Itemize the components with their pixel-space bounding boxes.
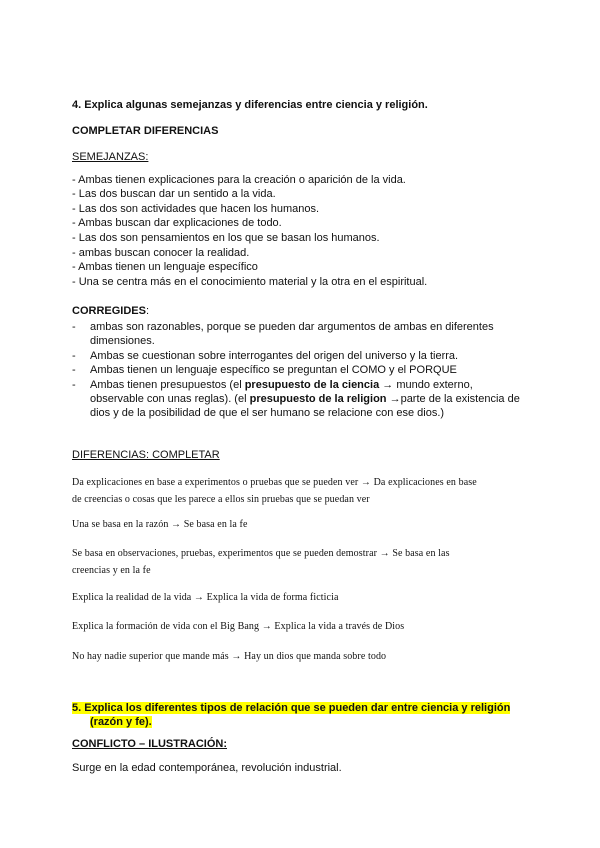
diferencia-item: Explica la realidad de la vida → Explica la vida de forma ficticia (72, 592, 339, 603)
list-dash: - (72, 379, 76, 391)
presupuesto-ciencia-desc: → mundo externo, (379, 379, 473, 391)
diferencia-item-continuation: de creencias o cosas que les parece a ellos sin pruebas que se puedan ver (72, 494, 370, 505)
diferencia-item: Se basa en observaciones, pruebas, experimentos que se pueden demostrar → Se basa en las (72, 548, 450, 559)
semejanza-item: - Las dos buscan dar un sentido a la vida. (72, 188, 276, 200)
semejanzas-heading: SEMEJANZAS: (72, 151, 149, 163)
corregide-continuation (90, 392, 520, 406)
question-5-title-line2: (razón y fe). (90, 716, 152, 728)
diferencia-item: No hay nadie superior que mande más → Hay un dios que manda sobre todo (72, 651, 387, 662)
corregide-text: Ambas se cuestionan sobre interrogantes del origen del universo y la tierra. (90, 350, 459, 362)
corregide-text: Ambas tienen un lenguaje específico se preguntan el COMO y el PORQUE (90, 364, 457, 376)
semejanza-item: - Las dos son actividades que hacen los humanos. (72, 203, 320, 215)
semejanza-item: - Las dos son pensamientos en los que se basan los humanos. (72, 232, 380, 244)
diferencias-heading: DIFERENCIAS: COMPLETAR (72, 449, 220, 461)
corregides-colon: : (145, 305, 150, 317)
corregide-item (72, 363, 457, 377)
presupuesto-ciencia: presupuesto de la ciencia (244, 379, 380, 391)
semejanza-item: - Una se centra más en el conocimiento material y la otra en el espiritual. (72, 276, 428, 288)
completar-diferencias-heading: COMPLETAR DIFERENCIAS (72, 125, 219, 137)
presupuesto-religion-desc: →parte de la existencia de (386, 393, 520, 405)
presupuesto-observable: observable con unas reglas). (el (90, 393, 250, 405)
corregide-item (72, 320, 494, 334)
list-dash: - (72, 350, 76, 362)
semejanza-item: - Ambas tienen explicaciones para la creación o aparición de la vida. (72, 174, 406, 186)
question-4-title: 4. Explica algunas semejanzas y diferencias entre ciencia y religión. (72, 99, 428, 111)
semejanza-item: - ambas buscan conocer la realidad. (72, 247, 250, 259)
diferencia-item-continuation: creencias y en la fe (72, 565, 151, 576)
list-dash: - (72, 364, 76, 376)
diferencia-item: Explica la formación de vida con el Big Bang → Explica la vida a través de Dios (72, 621, 405, 632)
question-5-title-line1: 5. Explica los diferentes tipos de relación que se pueden dar entre ciencia y religión (72, 702, 511, 714)
list-dash: - (72, 321, 76, 333)
semejanza-item: - Ambas tienen un lenguaje específico (72, 261, 258, 273)
corregide-item (72, 349, 458, 363)
corregides-label: CORREGIDES (72, 305, 146, 317)
semejanza-item: - Ambas buscan dar explicaciones de todo. (72, 217, 282, 229)
corregide-continuation: dimensiones. (90, 335, 155, 347)
corregides-heading (72, 304, 149, 318)
corregide-text (90, 378, 473, 392)
conflicto-heading: CONFLICTO – ILUSTRACIÓN: (72, 738, 228, 750)
diferencia-item: Da explicaciones en base a experimentos o pruebas que se pueden ver → Da explicaciones en base (72, 477, 477, 488)
corregide-text: ambas son razonables, porque se pueden dar argumentos de ambas en diferentes (90, 321, 494, 333)
diferencia-item: Una se basa en la razón → Se basa en la fe (72, 519, 248, 530)
question-5-title-continuation (90, 715, 152, 729)
question-5-title (72, 701, 510, 715)
presupuestos-intro: Ambas tienen presupuestos (el (90, 379, 245, 391)
conflicto-text: Surge en la edad contemporánea, revolución industrial. (72, 762, 342, 774)
presupuesto-religion: presupuesto de la religion (249, 393, 387, 405)
corregide-continuation: dios y de la posibilidad de que el ser humano se relacione con ese dios.) (90, 407, 445, 419)
corregide-item (72, 378, 473, 392)
